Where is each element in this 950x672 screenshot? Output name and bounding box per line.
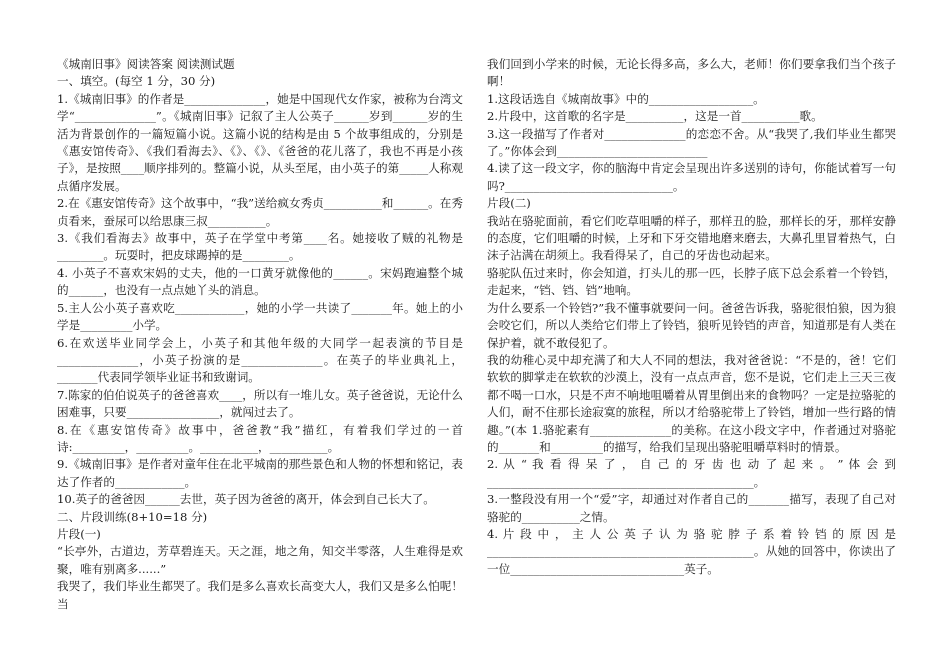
passage-text: 我站在骆驼面前，看它们吃草咀嚼的样子，那样丑的脸，那样长的牙，那样安静的态度，它们咀嚼的时候，上牙和下牙交错地磨来磨去，大鼻孔里冒着热气，白沫子沾满在胡须上。我看得呆了，自己的牙齿也动起来。 (487, 213, 896, 263)
question: 1.这段话选自《城南故事》中的__________________。 (487, 91, 765, 106)
passage-text: 为什么要系一个铃铛?”我不懂事就要问一问。爸爸告诉我，骆驼很怕狼，因为狼会咬它们，所以人类给它们带上了铃铛，狼听见铃铛的声音，知道那是有人类在保护着，就不敢侵犯了。 (487, 300, 896, 350)
passage-text: 我们回到小学来的时候，无论长得多高，多么大，老师！你们要拿我们当个孩子啊！ (487, 57, 896, 89)
passage-label: 片段(一) (57, 526, 101, 541)
question: 9.《城南旧事》是作者对童年住在北平城南的那些景色和人物的怀想和铭记，表达了作者的____________。 (57, 457, 463, 489)
passage-label: 片段(二) (487, 196, 531, 211)
question: 3.一整段没有用一个“爱”字，却通过对作者自己的_______描写，表现了自己对骆驼的__________之情。 (487, 492, 896, 524)
question: 3.《我们看海去》故事中，英子在学堂中考第____名。她接收了贼的礼物是________。玩耍时，把皮球踢掉的是________。 (57, 231, 463, 263)
left-column (57, 56, 463, 613)
section-heading: 二、片段训练(8+10=18 分) (57, 509, 208, 524)
question: 5.主人公小英子喜欢吃____________，她的小学一共读了_______年。她上的小学是_________小学。 (57, 300, 463, 333)
question: 4. 小英子不喜欢宋妈的丈夫，他的一口黄牙就像他的______。宋妈跑遍整个城的______，也没有一点点她丫头的消息。 (57, 265, 463, 298)
question: 2.在《惠安馆传奇》这个故事中，“我”送给疯女秀贞__________和______。在秀贞看来，蚕尿可以给思康三叔__________。 (57, 196, 463, 228)
passage-text: 骆驼队伍过来时，你会知道，打头儿的那一匹，长脖子底下总会系着一个铃铛，走起来，“铛、铛、铛”地响。 (487, 265, 896, 298)
question: 8.在《惠安馆传奇》故事中，爸爸教“我”描红，有着我们学过的一首诗:_________，_________。__________，__________。 (57, 422, 463, 454)
question: 7.陈家的伯伯说英子的爸爸喜欢____，所以有一堆儿女。英子爸爸说，无论什么困难事，只要________________，就闯过去了。 (57, 387, 463, 420)
question: 4. 片 段 中 ， 主 人 公 英 子 认 为 骆 驼 脖 子 系 着 铃 铛 的 原 因 是______________________________________________。从她的回答中，你读出了一位______________________________英子。 (487, 526, 896, 576)
passage-text: “长亭外，古道边，芳草碧连天。天之涯，地之角，知交半零落，人生难得是欢聚，唯有别离多......” (57, 544, 463, 576)
question: 6.在欢送毕业同学会上，小英子和其他年级的大同学一起表演的节目是______________，小英子扮演的是______________。在英子的毕业典礼上，_______代表同学领毕业证书和致谢词。 (57, 335, 463, 385)
right-column (487, 56, 896, 578)
question: 10.英子的爸爸因______去世，英子因为爸爸的离开，体会到自己长大了。 (57, 492, 435, 507)
passage-text: 我哭了，我们毕业生都哭了。我们是多么喜欢长高变大人，我们又是多么怕呢！当 (57, 579, 463, 611)
question: 2. 从 “ 我 看 得 呆 了 ， 自 己 的 牙 齿 也 动 了 起 来 。 ” 体 会 到______________________________________________。 (487, 457, 896, 489)
question: 2.片段中，这首歌的名字是__________，这是一首__________歌。 (487, 109, 823, 124)
section-heading: 一、填空。(每空 1 分，30 分) (57, 74, 216, 89)
passage-text: 我的幼稚心灵中却充满了和大人不同的想法，我对爸爸说：“不是的，爸！它们软软的脚掌走在软软的沙漠上，没有一点点声音，您不是说，它们走上三天三夜都不喝一口水，只是不声不响地咀嚼着从胃里倒出来的食物吗？一定是拉骆驼的人们，耐不住那长途寂寞的旅程，所以才给骆驼带上了铃铛，增加一些行路的情趣。”(本 1.骆驼素有______________的美称。在这小段文字中，作者通过对骆驼的_______和_________的描写，给我们呈现出骆驼咀嚼草料时的情景。 (487, 352, 896, 454)
question: 4.读了这一段文字，你的脑海中肯定会呈现出许多送别的诗句，你能试着写一句吗?_____________________________。 (487, 161, 896, 193)
question: 1.《城南旧事》的作者是______________，她是中国现代女作家，被称为台湾文学“______________”。《城南旧事》记叙了主人公英子______岁到______岁的生活为背景创作的一篇短篇小说。这篇小说的结构是由 5 个故事组成的，分别是《惠安馆传奇》、《我们看海去》、《》、《》、《爸爸的花儿落了，我也不再是小孩子》，是按照____顺序排列的。整篇小说，从头至尾，由小英子的第_____人称观点循序发展。 (57, 91, 463, 193)
question: 3.这一段描写了作者对______________的恋恋不舍。从“我哭了,我们毕业生都哭了。”你体会到__________________________ (487, 126, 896, 159)
document-title: 《城南旧事》阅读答案 阅读测试题 (57, 57, 235, 71)
